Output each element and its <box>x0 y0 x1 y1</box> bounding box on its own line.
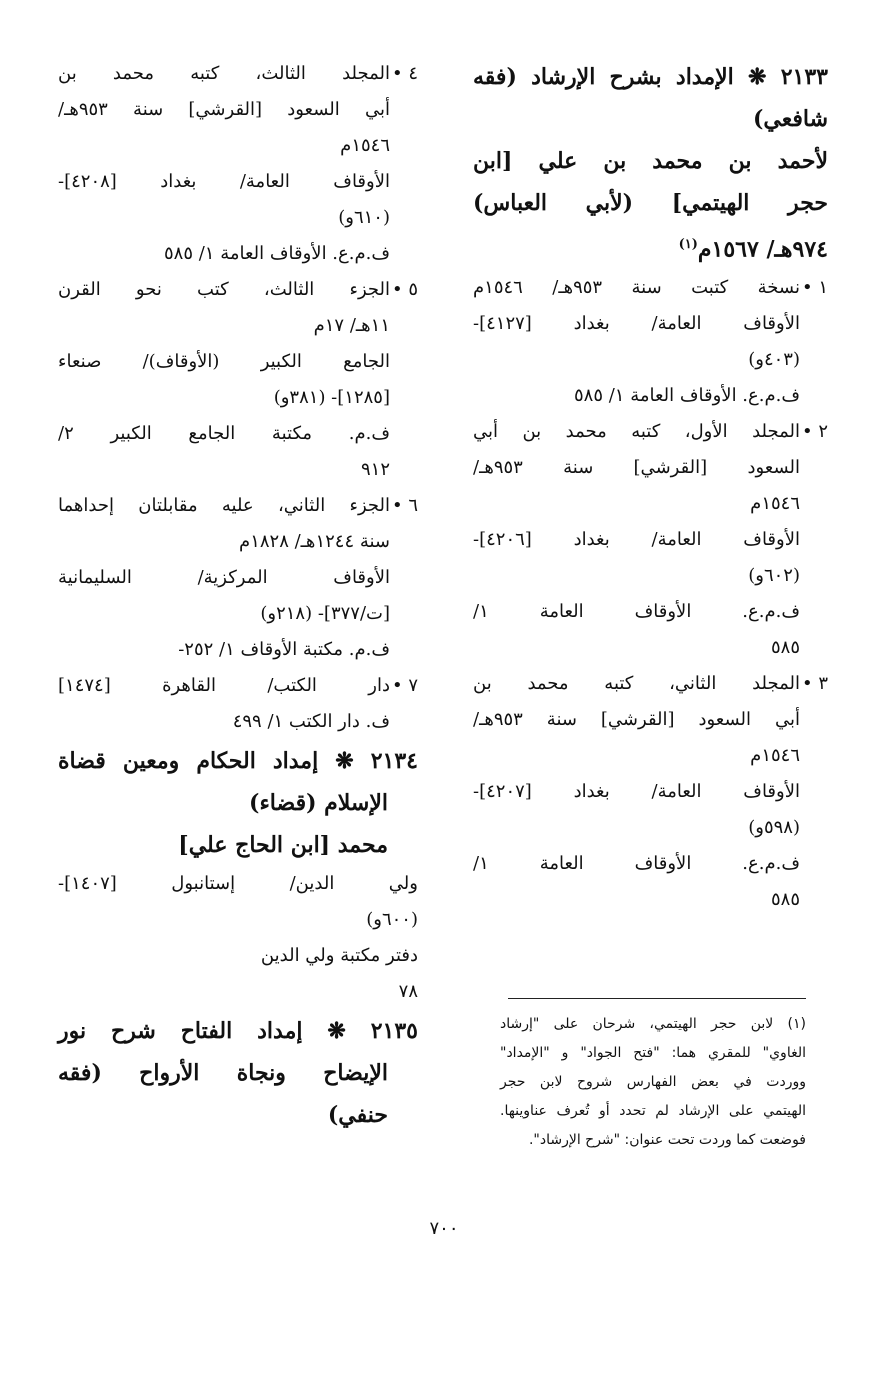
item-line: الجامع الكبير (الأوقاف)/ صنعاء <box>58 351 390 372</box>
item-line: الأوقاف العامة/ بغداد [٤٢٠٦]- <box>473 529 800 551</box>
item-line: (٦٠٢و) <box>748 565 800 587</box>
item-line: [١٢٨٥]- (٣٨١و) <box>273 387 390 408</box>
item-line: دار الكتب/ القاهرة [١٤٧٤] <box>58 675 390 696</box>
item-line: المجلد الثالث، كتبه محمد بن <box>58 63 390 84</box>
entry-2133-title: ٢١٣٣ ❋ الإمداد بشرح الإرشاد (فقه <box>473 64 828 90</box>
item-line: نسخة كتبت سنة ٩٥٣هـ/ ١٥٤٦م <box>473 277 800 299</box>
right-column <box>473 56 828 918</box>
item-line: ١٥٤٦م <box>750 493 800 515</box>
item-body <box>473 414 800 666</box>
item-line: أبي السعود [القرشي] سنة ٩٥٣هـ/ <box>58 99 390 120</box>
item-number: ٥ • <box>391 279 418 300</box>
item-line: ١٥٤٦م <box>750 745 800 767</box>
catalog-copy-item <box>58 668 418 740</box>
item-line: ٩١٢ <box>360 459 390 480</box>
item-line: المجلد الأول، كتبه محمد بن أبي <box>473 421 800 443</box>
entry-2134-title: ٢١٣٤ ❋ إمداد الحكام ومعين قضاة <box>58 748 418 774</box>
item-line: دفتر مكتبة ولي الدين <box>260 945 418 966</box>
entry-2134-title-cont: الإسلام (قضاء) <box>249 790 388 816</box>
entry-2134-copies <box>58 866 418 1010</box>
footnote-ref: (١) <box>678 237 698 252</box>
left-column <box>58 56 418 1136</box>
item-number: ١ • <box>801 277 828 299</box>
entry-2133-author-cont: حجر الهيتمي] (لأبي العباس) <box>473 190 828 216</box>
entry-2135-title-cont: الإيضاح ونجاة الأرواح (فقه <box>58 1060 388 1086</box>
item-line: ١١هـ/ ١٧م <box>313 315 390 336</box>
item-line: الأوقاف العامة/ بغداد [٤٢٠٧]- <box>473 781 800 803</box>
item-line: ف.م.ع. الأوقاف العامة ١/ <box>473 853 800 875</box>
item-line: المجلد الثاني، كتبه محمد بن <box>473 673 800 695</box>
item-body <box>58 272 390 488</box>
item-line: [ت/٣٧٧]- (٢١٨و) <box>260 603 390 624</box>
item-number: ٣ • <box>801 673 828 695</box>
item-number: ٦ • <box>391 495 418 516</box>
item-number: ٤ • <box>391 63 418 84</box>
item-line: ٧٨ <box>398 981 418 1002</box>
item-number: ٧ • <box>391 675 418 696</box>
footnote-divider <box>508 998 806 999</box>
item-number: ٢ • <box>801 421 828 443</box>
item-body <box>58 866 418 1010</box>
catalog-copy-item <box>58 56 418 272</box>
item-line: (٦١٠و) <box>338 207 390 228</box>
item-body <box>58 668 390 740</box>
footnote-line: فوضعت كما وردت تحت عنوان: "شرح الإرشاد". <box>528 1132 806 1148</box>
item-line: ولي الدين/ إستانبول [١٤٠٧]- <box>58 873 418 894</box>
entry-2133-title-cont: شافعي) <box>752 106 828 132</box>
entry-2135-title-end: حنفي) <box>327 1102 388 1128</box>
item-line: الجزء الثاني، عليه مقابلتان إحداهما <box>58 495 390 516</box>
item-body <box>473 666 800 918</box>
item-line: الأوقاف العامة/ بغداد [٤١٢٧]- <box>473 313 800 335</box>
item-line: (٦٠٠و) <box>366 909 418 930</box>
catalog-copy-item <box>473 414 828 666</box>
entry-2135-title: ٢١٣٥ ❋ إمداد الفتاح شرح نور <box>58 1018 418 1044</box>
item-line: (٤٠٣و) <box>748 349 800 371</box>
item-body <box>58 488 390 668</box>
item-body <box>58 56 390 272</box>
item-line: الجزء الثالث، كتب نحو القرن <box>58 279 390 300</box>
item-line: السعود [القرشي] سنة ٩٥٣هـ/ <box>473 457 800 479</box>
item-line: ف.م.ع. الأوقاف العامة ١/ <box>473 601 800 623</box>
catalog-copy-item <box>473 270 828 414</box>
entry-2134-author: محمد [ابن الحاج علي] <box>178 832 388 858</box>
entry-2133-dates <box>473 224 828 270</box>
item-line: ف.م.ع. الأوقاف العامة ١/ ٥٨٥ <box>163 243 390 264</box>
page-number: ٧٠٠ <box>429 1218 459 1239</box>
footnote-line: الغاوي" للمقري هما: "فتح الجواد" و "الإمداد" <box>500 1045 806 1061</box>
item-body <box>473 270 800 414</box>
catalog-copy-item <box>58 272 418 488</box>
right-items <box>473 270 828 918</box>
footnote-line: (١) لابن حجر الهيتمي، شرحان على "إرشاد <box>500 1016 806 1032</box>
item-line: ف.م. مكتبة الأوقاف ١/ ٢٥٢- <box>178 639 390 660</box>
item-line: أبي السعود [القرشي] سنة ٩٥٣هـ/ <box>473 709 800 731</box>
item-line: ف.م.ع. الأوقاف العامة ١/ ٥٨٥ <box>573 385 800 407</box>
entry-2133-author: لأحمد بن محمد بن علي [ابن <box>473 148 828 174</box>
catalog-copy-item <box>58 488 418 668</box>
item-line: ٥٨٥ <box>770 637 800 659</box>
item-line: ف.م. مكتبة الجامع الكبير ٢/ <box>58 423 390 444</box>
item-line: ف. دار الكتب ١/ ٤٩٩ <box>232 711 390 732</box>
left-items <box>58 56 418 740</box>
item-line: ٥٨٥ <box>770 889 800 911</box>
catalog-copy-item <box>58 866 418 1010</box>
footnote-line: الهيتمي على الإرشاد لم تحدد أو تُعرف عناوينها. <box>500 1103 806 1119</box>
item-line: سنة ١٢٤٤هـ/ ١٨٢٨م <box>239 531 390 552</box>
item-line: الأوقاف العامة/ بغداد [٤٢٠٨]- <box>58 171 390 192</box>
item-line: (٥٩٨و) <box>748 817 800 839</box>
footnote <box>500 1010 806 1155</box>
item-line: الأوقاف المركزية/ السليمانية <box>58 567 390 588</box>
catalog-copy-item <box>473 666 828 918</box>
entry-2133-death-date: ٩٧٤هـ/ ١٥٦٧م <box>697 236 828 263</box>
item-line: ١٥٤٦م <box>340 135 390 156</box>
footnote-line: ووردت في بعض الفهارس شروح لابن حجر <box>500 1074 806 1090</box>
